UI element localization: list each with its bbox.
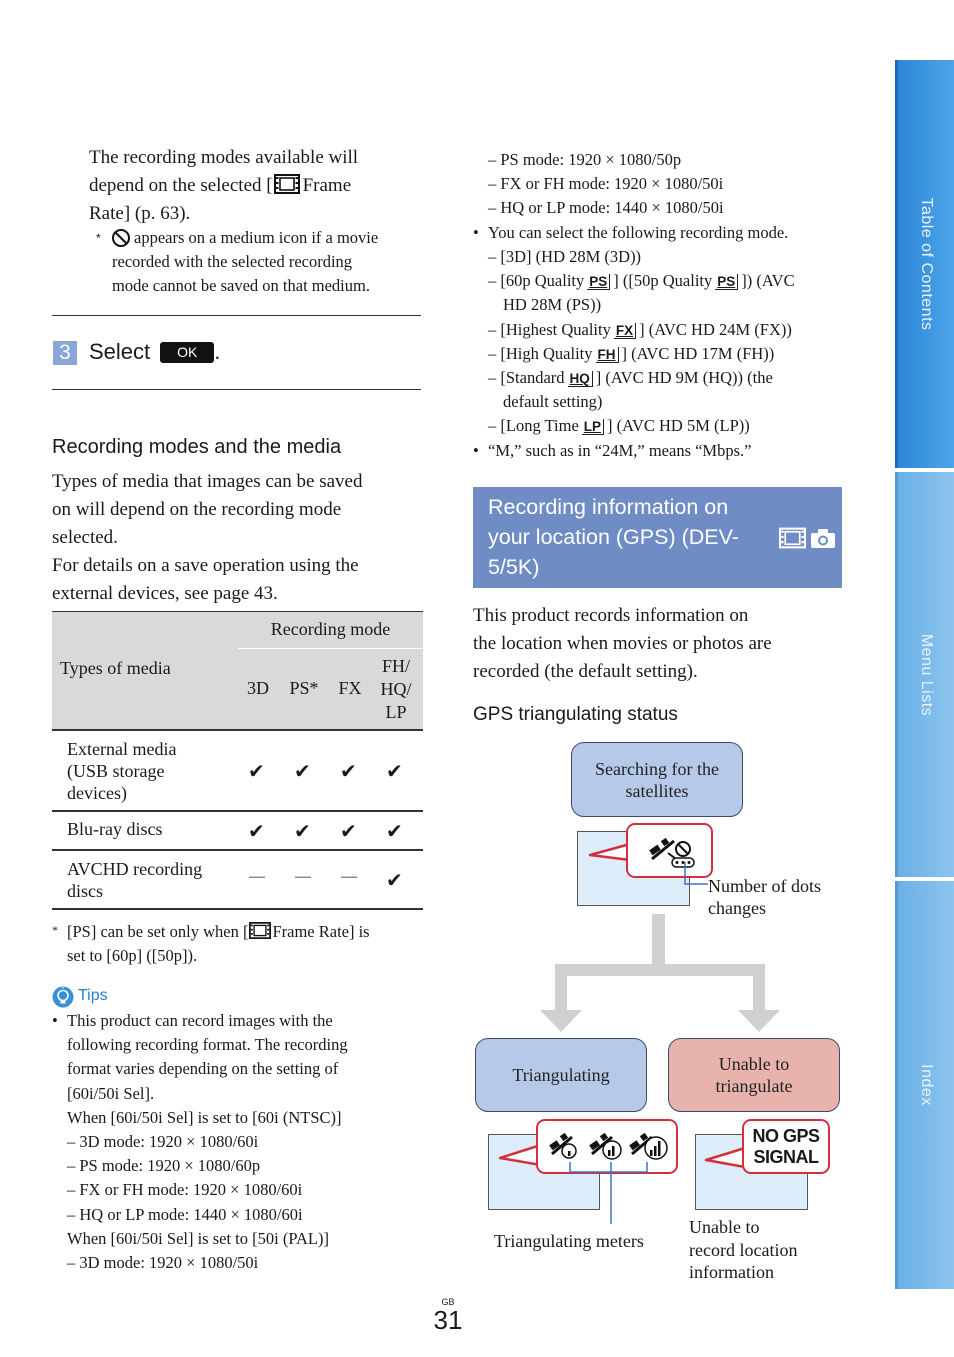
body-line: Types of media that images can be saved	[52, 471, 363, 492]
mode-line	[488, 269, 848, 293]
dots-note: Number of dots changes	[708, 876, 821, 918]
step-period: .	[214, 339, 221, 364]
mode-text: ] (AVC HD 5M (LP))	[607, 416, 750, 436]
header-rule	[238, 648, 423, 649]
gps-body-line: This product records information on	[473, 605, 749, 626]
table-rule	[52, 849, 423, 851]
gps-body	[473, 602, 843, 686]
col-header: FX	[338, 678, 362, 698]
table-row-label: Blu-ray discs	[67, 819, 163, 839]
check-mark: ✔	[294, 819, 311, 843]
no-gps-signal-text: NO GPS SIGNAL	[752, 1126, 820, 1167]
tab-label: Table of Contents	[918, 197, 935, 331]
mode-line	[488, 390, 848, 414]
intro-line: depend on the selected [	[89, 175, 273, 196]
col-header: FH/ HQ/ LP	[380, 656, 412, 722]
meters-leader-line	[565, 1160, 665, 1230]
tips-line: – 3D mode: 1920 × 1080/50i	[67, 1253, 259, 1273]
check-mark: ✔	[340, 819, 357, 843]
page-number: 31	[433, 1305, 463, 1335]
tips-line: format varies depending on the setting of	[67, 1059, 339, 1079]
check-mark: ✔	[340, 759, 357, 783]
ps-quality-icon: PS	[715, 274, 738, 290]
step-number-badge: 3	[53, 341, 77, 365]
mode-text: ] ([50p Quality	[613, 271, 713, 291]
check-mark: ✔	[386, 868, 403, 892]
note-line: recorded with the selected recording	[112, 252, 353, 272]
intro-line: The recording modes available will	[89, 147, 359, 168]
tab-menu-lists[interactable]	[895, 472, 954, 877]
ps-quality-icon: PS	[587, 274, 610, 290]
table-rule	[52, 908, 423, 910]
section-heading: Recording modes and the media	[52, 436, 342, 458]
tips-list	[67, 1009, 407, 1275]
tab-table-of-contents[interactable]	[895, 60, 954, 468]
mode-text: – [60p Quality	[488, 271, 585, 291]
recording-mode-header: Recording mode	[270, 619, 391, 639]
camera-icon	[810, 528, 836, 549]
table-rule	[52, 729, 423, 731]
tips-line: When [60i/50i Sel] is set to [50i (PAL)]	[67, 1228, 329, 1248]
format-continued	[488, 148, 848, 221]
mode-text: ] (AVC HD 9M (HQ)) (the	[595, 368, 773, 388]
unable-box: Unable to triangulate	[668, 1038, 840, 1112]
triangulating-box: Triangulating	[475, 1038, 647, 1112]
check-mark: ✔	[386, 819, 403, 843]
mode-text: – [Highest Quality	[488, 319, 611, 339]
region-code: GB	[441, 1297, 455, 1307]
check-mark: ✔	[386, 759, 403, 783]
col-header: PS*	[289, 678, 319, 698]
divider	[52, 315, 421, 316]
check-mark: ✔	[248, 759, 265, 783]
intro-line: Frame	[302, 175, 352, 196]
table-footnote	[67, 920, 423, 968]
modes-intro: You can select the following recording mode.	[488, 223, 789, 242]
mode-text: ] (AVC HD 24M (FX))	[639, 319, 792, 339]
tips-line: This product can record images with the	[67, 1011, 333, 1030]
divider	[52, 389, 421, 390]
ok-button[interactable]: OK	[160, 342, 214, 363]
mode-text: ]) (AVC	[741, 271, 795, 291]
mode-line	[488, 293, 848, 317]
tips-title: Tips	[78, 987, 108, 1004]
gps-body-line: recorded (the default setting).	[473, 661, 698, 682]
mode-list	[488, 245, 848, 439]
intro-line: Rate] (p. 63).	[89, 203, 191, 224]
format-line: – FX or FH mode: 1920 × 1080/50i	[488, 174, 724, 194]
dash-mark: —	[341, 868, 357, 885]
note-line: appears on a medium icon if a movie	[134, 228, 379, 247]
hq-quality-icon: HQ	[568, 371, 593, 387]
tab-label: Menu Lists	[918, 633, 935, 716]
tips-bullet: •	[52, 1011, 58, 1030]
dash-mark: —	[249, 868, 265, 885]
gps-title-line: 5/5K)	[488, 555, 540, 579]
body-line: on will depend on the recording mode	[52, 499, 342, 520]
mode-text: HD 28M (PS))	[503, 295, 602, 315]
note-line: mode cannot be saved on that medium.	[112, 276, 370, 296]
body-line: For details on a save operation using the	[52, 555, 359, 576]
mode-text: – [Standard	[488, 368, 565, 388]
table-row-label: AVCHD recording discs	[67, 859, 203, 901]
fx-quality-icon: FX	[614, 323, 636, 339]
lightbulb-icon	[52, 986, 74, 1008]
lp-quality-icon: LP	[582, 419, 604, 435]
footnote-text: Frame Rate] is	[272, 922, 370, 941]
tips-line: When [60i/50i Sel] is set to [60i (NTSC)]	[67, 1107, 342, 1127]
check-mark: ✔	[294, 759, 311, 783]
mbps-note: “M,” such as in “24M,” means “Mbps.”	[488, 441, 752, 460]
mode-line	[488, 366, 848, 390]
gps-title-line: Recording information on	[488, 495, 729, 519]
movie-mode-icon	[779, 527, 806, 549]
mode-text: ] (AVC HD 17M (FH))	[621, 343, 775, 363]
meters-caption: Triangulating meters	[494, 1231, 644, 1251]
footnote-asterisk: *	[52, 923, 58, 937]
footnote-text: set to [60p] ([50p]).	[67, 946, 198, 966]
gps-status-heading: GPS triangulating status	[473, 704, 678, 725]
gps-section-banner	[473, 487, 842, 588]
check-mark: ✔	[248, 819, 265, 843]
tips-line: [60i/50i Sel].	[67, 1083, 155, 1103]
tips-line: – PS mode: 1920 × 1080/60p	[67, 1156, 261, 1176]
bullet: •	[473, 223, 479, 242]
table-row-label: External media (USB storage devices)	[67, 739, 177, 803]
bullet: •	[473, 441, 479, 460]
mode-line	[488, 342, 848, 366]
mode-text: – [Long Time	[488, 416, 579, 436]
tips-line: – FX or FH mode: 1920 × 1080/60i	[67, 1180, 303, 1200]
mode-line	[488, 245, 848, 269]
dash-mark: —	[295, 868, 311, 885]
tips-line: – 3D mode: 1920 × 1080/60i	[67, 1132, 259, 1152]
note-asterisk: *	[96, 231, 101, 245]
tips-line: – HQ or LP mode: 1440 × 1080/60i	[67, 1204, 303, 1224]
unable-caption: Unable to record location information	[689, 1217, 798, 1282]
format-line: – PS mode: 1920 × 1080/50p	[488, 150, 682, 169]
tab-label: Index	[918, 1064, 935, 1106]
tips-line: following recording format. The recording	[67, 1035, 348, 1055]
no-gps-bubble	[742, 1119, 830, 1174]
branch-arrows	[540, 914, 780, 1034]
step-instruction	[89, 337, 220, 367]
mode-line	[488, 318, 848, 342]
searching-box: Searching for the satellites	[571, 742, 743, 817]
format-line: – HQ or LP mode: 1440 × 1080/50i	[488, 198, 724, 218]
gps-body-line: the location when movies or photos are	[473, 633, 772, 654]
step-text: Select	[89, 339, 151, 364]
mode-text: – [3D] (HD 28M (3D))	[488, 247, 642, 266]
col-header: 3D	[247, 678, 269, 698]
mode-text: default setting)	[503, 392, 603, 412]
note-paragraph	[112, 226, 422, 299]
gps-title-line: your location (GPS) (DEV-	[488, 525, 739, 549]
fh-quality-icon: FH	[596, 347, 619, 363]
intro-paragraph	[89, 144, 419, 228]
tab-index[interactable]	[895, 881, 954, 1289]
mode-line	[488, 414, 848, 438]
film-icon	[249, 922, 271, 939]
gps-section-title	[488, 492, 739, 582]
table-rule	[52, 810, 423, 812]
body-line: selected.	[52, 527, 118, 548]
film-icon	[274, 174, 300, 194]
mode-text: – [High Quality	[488, 343, 593, 363]
body-paragraph	[52, 468, 422, 608]
types-of-media-header: Types of media	[60, 658, 171, 678]
body-line: external devices, see page 43.	[52, 583, 278, 604]
footnote-text: [PS] can be set only when [	[67, 922, 249, 941]
